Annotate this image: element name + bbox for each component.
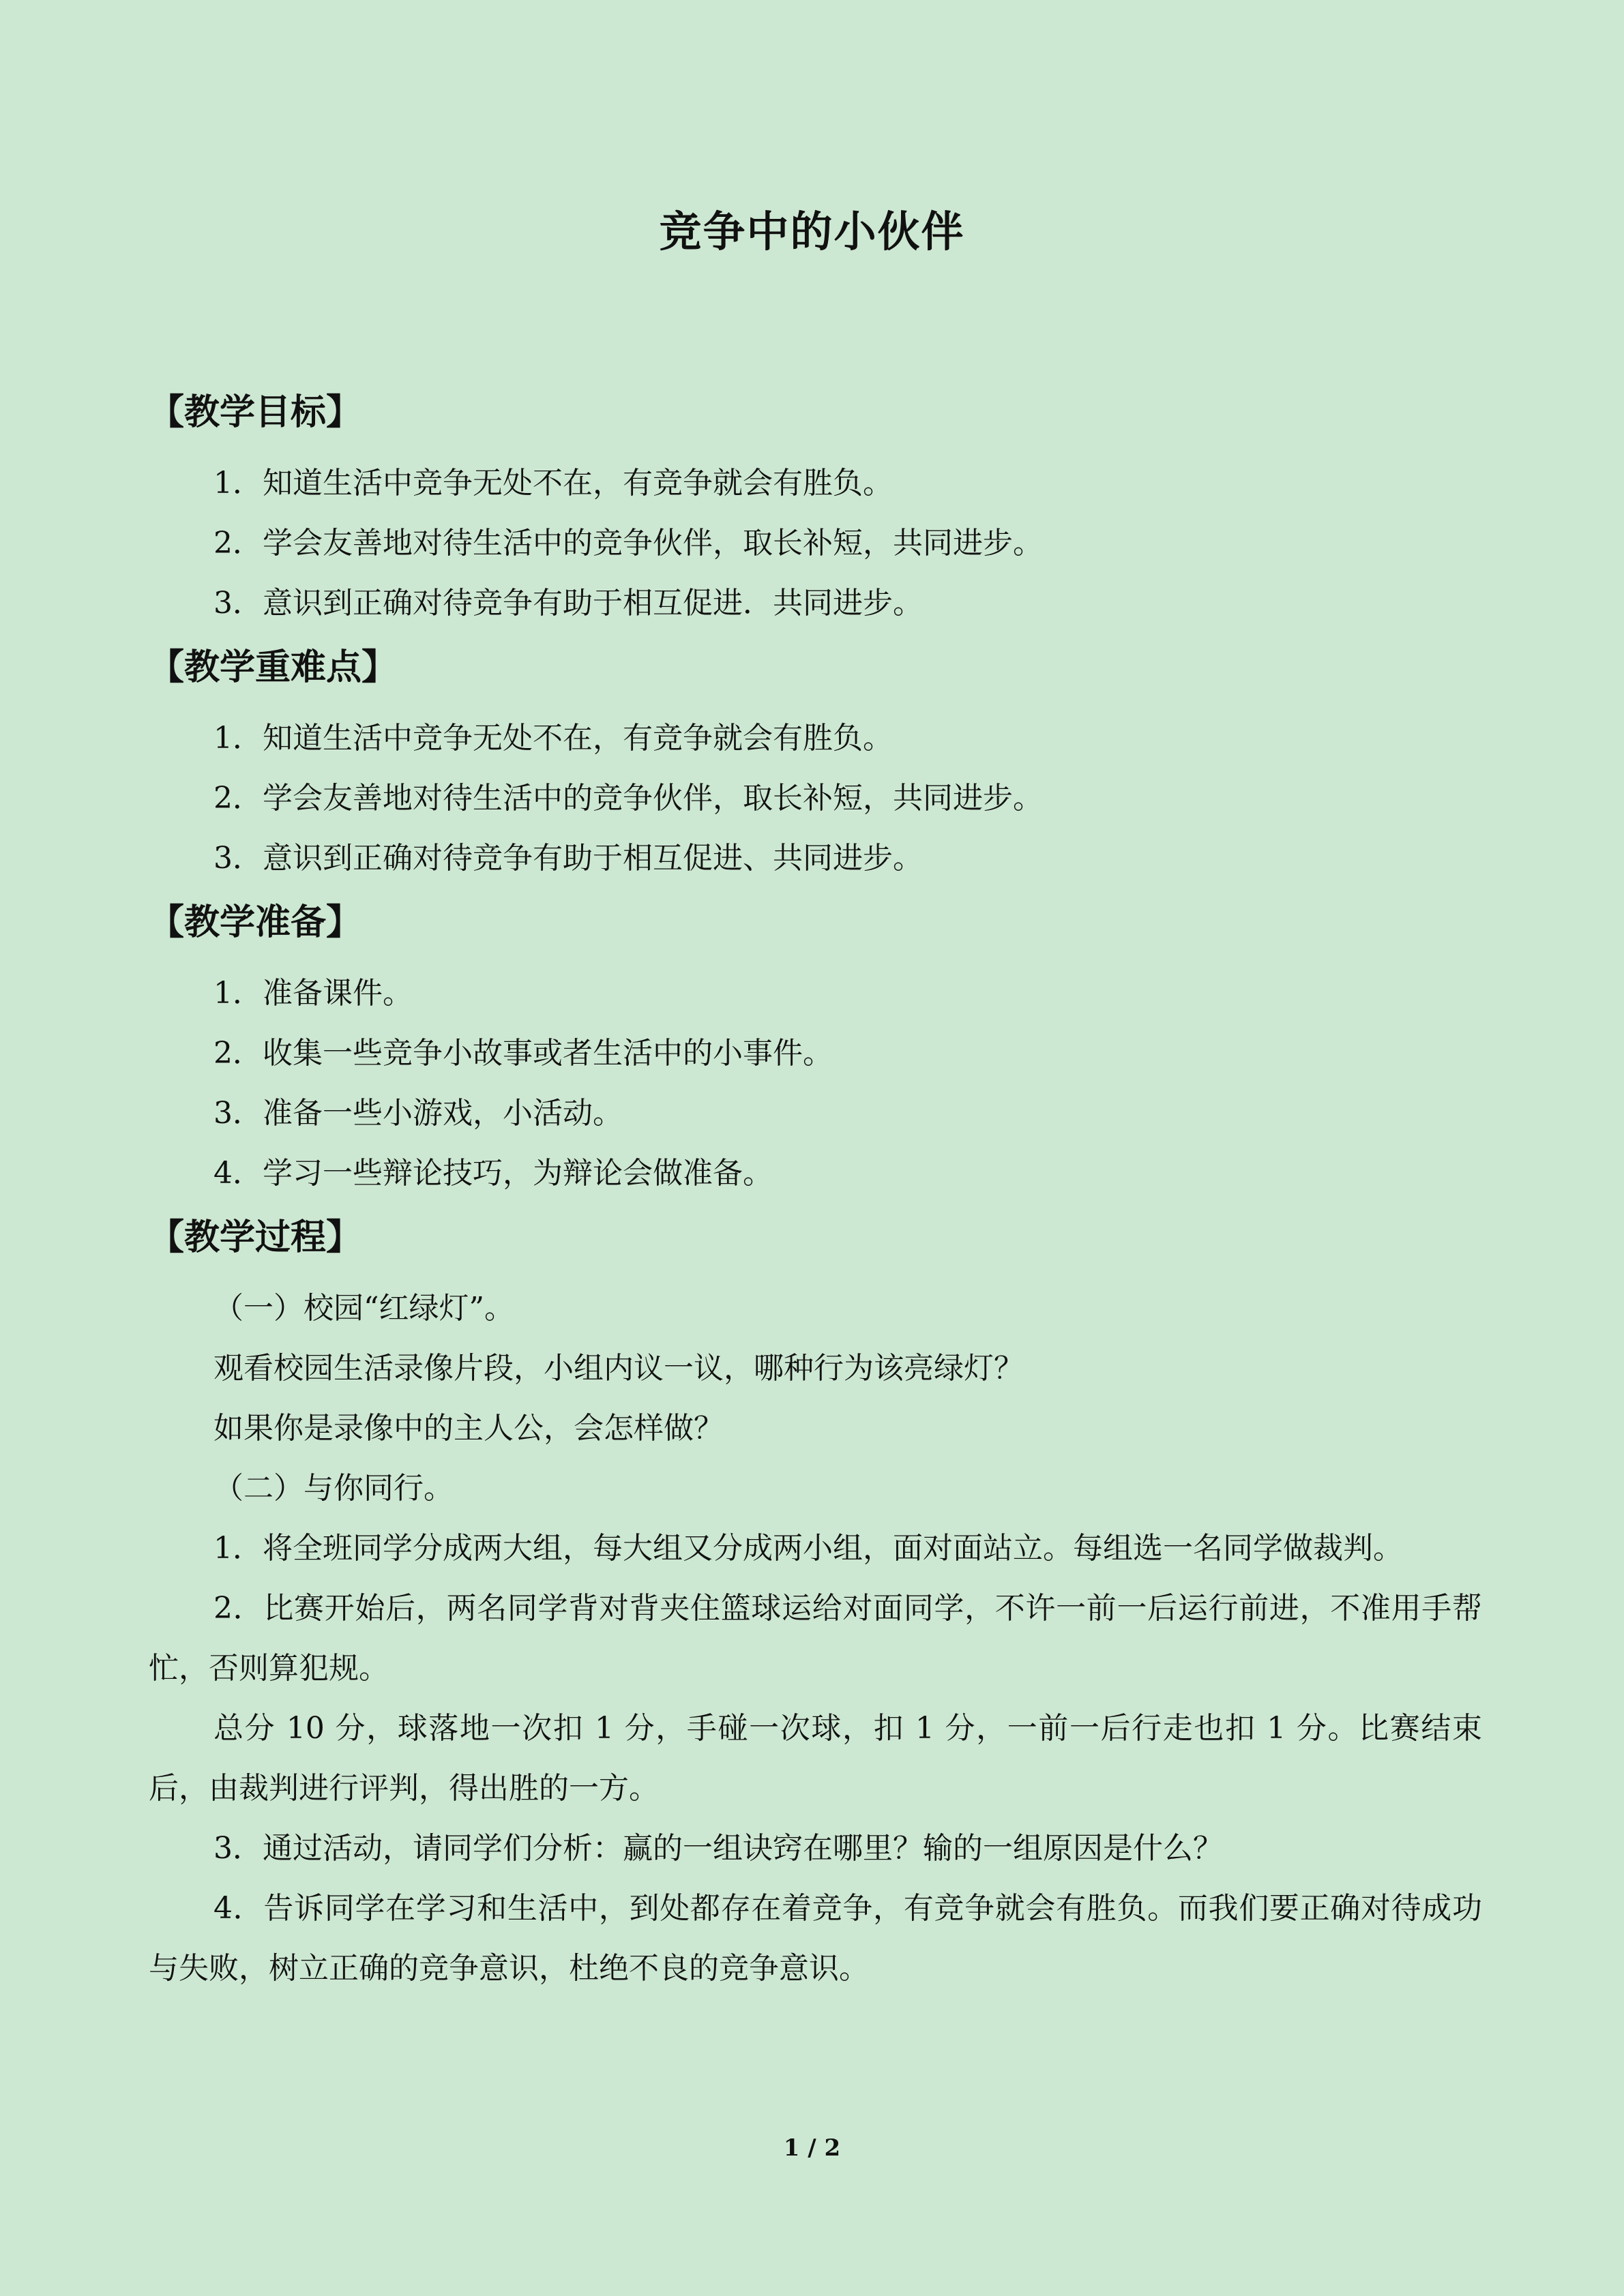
- process-paragraph: 总分 10 分，球落地一次扣 1 分，手碰一次球，扣 1 分，一前一后行走也扣 1 分。比赛结束后，由裁判进行评判，得出胜的一方。: [149, 1711, 1482, 1806]
- list-item: 2．学会友善地对待生活中的竞争伙伴，取长补短，共同进步。: [213, 781, 1043, 816]
- process-step: （一）校园“红绿灯”。: [213, 1291, 514, 1326]
- section-heading: 【教学过程】: [149, 1217, 362, 1258]
- list-item: 1．知道生活中竞争无处不在，有竞争就会有胜负。: [213, 721, 893, 756]
- list-item: 3．意识到正确对待竞争有助于相互促进．共同进步。: [213, 586, 923, 621]
- process-paragraph: 2．比赛开始后，两名同学背对背夹住篮球运给对面同学，不许一前一后运行前进，不准用手帮忙，否则算犯规。: [149, 1591, 1482, 1686]
- process-step: （二）与你同行。: [213, 1471, 454, 1506]
- section-heading: 【教学目标】: [149, 392, 362, 433]
- section-heading: 【教学准备】: [149, 902, 362, 943]
- process-paragraph: 4．告诉同学在学习和生活中，到处都存在着竞争，有竞争就会有胜负。而我们要正确对待成功与失败，树立正确的竞争意识，杜绝不良的竞争意识。: [149, 1891, 1482, 1986]
- list-item: 3．意识到正确对待竞争有助于相互促进、共同进步。: [213, 841, 923, 876]
- page-number: 1 / 2: [783, 2134, 841, 2162]
- section-process: [149, 1204, 1482, 1999]
- process-paragraph: 1．将全班同学分成两大组，每大组又分成两小组，面对面站立。每组选一名同学做裁判。: [213, 1531, 1403, 1566]
- document-body: [149, 378, 1482, 1999]
- process-paragraph: 3．通过活动，请同学们分析：赢的一组诀窍在哪里？输的一组原因是什么？: [213, 1831, 1223, 1866]
- process-paragraph: 如果你是录像中的主人公，会怎样做？: [213, 1411, 724, 1446]
- process-paragraph: 观看校园生活录像片段，小组内议一议，哪种行为该亮绿灯？: [213, 1351, 1024, 1386]
- list-item: 4．学习一些辩论技巧，为辩论会做准备。: [213, 1156, 773, 1191]
- list-item: 1．准备课件。: [213, 976, 413, 1011]
- document-title: 竞争中的小伙伴: [659, 207, 965, 256]
- section-key-points: [149, 633, 1482, 889]
- section-heading: 【教学重难点】: [149, 647, 398, 688]
- list-item: 1．知道生活中竞争无处不在，有竞争就会有胜负。: [213, 466, 893, 501]
- list-item: 2．收集一些竞争小故事或者生活中的小事件。: [213, 1036, 833, 1071]
- list-item: 3．准备一些小游戏，小活动。: [213, 1096, 623, 1131]
- list-item: 2．学会友善地对待生活中的竞争伙伴，取长补短，共同进步。: [213, 526, 1043, 561]
- section-preparation: [149, 889, 1482, 1204]
- section-teaching-goals: [149, 378, 1482, 633]
